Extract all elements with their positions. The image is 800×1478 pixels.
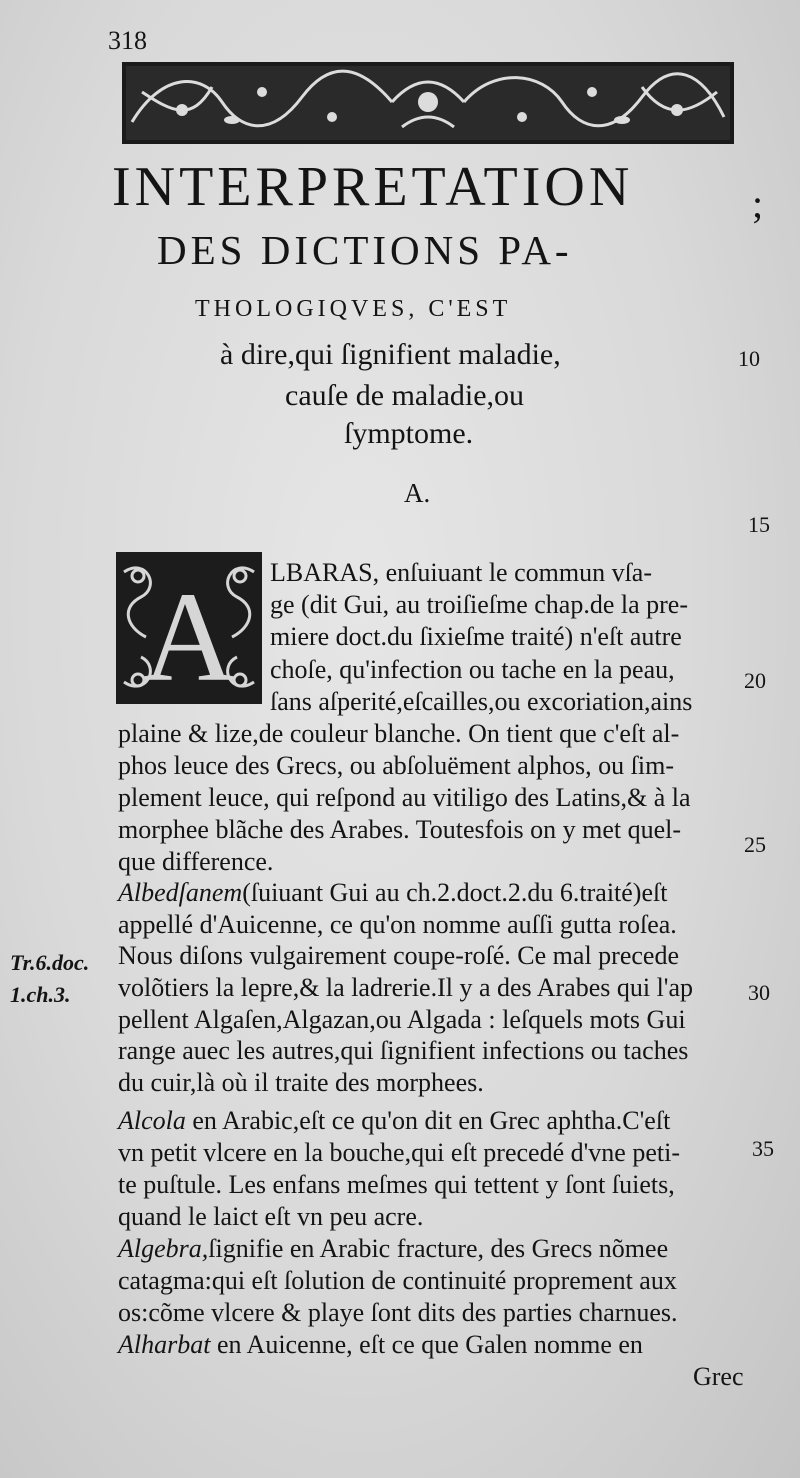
page-number: 318 — [108, 26, 147, 55]
line-text: Nous diſons vulgairement coupe-roſé. Ce mal precede — [118, 941, 679, 970]
line-text: en Arabic,eſt ce qu'on dit en Grec aphtha.C'eſt — [185, 1106, 671, 1135]
line-text: os:cõme vlcere & playe ſont dits des parties charnues. — [118, 1298, 678, 1327]
text-line — [118, 721, 800, 747]
text-line — [118, 1070, 800, 1096]
line-text: ſignifie en Arabic fracture, des Grecs nõmee — [208, 1234, 669, 1263]
line-text: plaine & lize,de couleur blanche. On tient que c'eſt al- — [118, 719, 680, 748]
line-text: volõtiers la lepre,& la ladrerie.Il y a des Arabes qui l'ap — [118, 973, 694, 1002]
text-line — [693, 1364, 800, 1390]
line-text: en Auicenne, eſt ce que Galen nomme en — [210, 1330, 643, 1359]
line-text: Grec — [693, 1362, 744, 1391]
ornamental-headpiece — [122, 62, 734, 144]
lemma-term: Algebra, — [118, 1234, 209, 1263]
decorated-initial-letter — [116, 552, 262, 704]
subtitle-line-4: cauſe de maladie,ou — [285, 379, 525, 412]
line-text: du cuir,là où il traite des morphees. — [118, 1068, 484, 1097]
text-line — [270, 624, 800, 650]
line-text: pellent Algaſen,Algazan,ou Algada : leſquels mots Gui — [118, 1005, 686, 1034]
svg-text:A: A — [142, 566, 236, 704]
text-line — [118, 1038, 800, 1064]
line-text: que difference. — [118, 847, 274, 876]
line-text: range auec les autres,qui ſignifient infections ou taches — [118, 1036, 689, 1065]
text-line — [118, 753, 800, 779]
page-title: INTERPRETATION — [112, 156, 634, 218]
text-line — [118, 975, 800, 1001]
text-line — [118, 1108, 800, 1134]
subtitle-line-2: THOLOGIQVES, C'EST — [195, 296, 512, 322]
text-line — [118, 1332, 800, 1358]
line-text: ſans aſperité,eſcailles,ou excoriation,ains — [270, 687, 693, 716]
margin-line-number: 25 — [744, 832, 766, 857]
text-line — [118, 880, 800, 906]
margin-line-number: 30 — [748, 980, 770, 1005]
lemma-term: Alcola — [118, 1106, 186, 1135]
line-text: quand le laict eſt vn peu acre. — [118, 1202, 424, 1231]
text-line — [118, 785, 800, 811]
text-line — [118, 849, 800, 875]
text-line — [118, 1172, 800, 1198]
margin-line-number: 15 — [748, 512, 770, 537]
margin-reference-line-2: 1.ch.3. — [10, 982, 71, 1007]
section-letter: A. — [404, 478, 431, 508]
line-text: appellé d'Auicenne, ce qu'on nomme auſſi gutta roſea. — [118, 910, 677, 939]
line-text: catagma:qui eſt ſolution de continuité proprement aux — [118, 1266, 677, 1295]
lemma-term: Alharbat — [118, 1330, 211, 1359]
subtitle-line-1: DES DICTIONS PA- — [157, 227, 573, 273]
line-text: vn petit vlcere en la bouche,qui eſt precedé d'vne peti- — [118, 1138, 680, 1167]
line-text: te puſtule. Les enfans meſmes qui tettent y ſont ſuiets, — [118, 1170, 675, 1199]
text-line — [118, 1268, 800, 1294]
margin-line-number: 10 — [738, 346, 760, 371]
line-text: (ſuiuant Gui au ch.2.doct.2.du 6.traité)eſt — [242, 878, 668, 907]
text-line — [118, 1204, 800, 1230]
text-line — [118, 1300, 800, 1326]
text-line — [118, 943, 800, 969]
text-line — [118, 1007, 800, 1033]
line-text: plement leuce, qui reſpond au vitiligo des Latins,& à la — [118, 783, 691, 812]
line-text: phos leuce des Grecs, ou abſoluëment alphos, ou ſim- — [118, 751, 674, 780]
margin-line-number: 35 — [752, 1136, 774, 1161]
lemma-term: Albedſanem — [118, 878, 243, 907]
text-line — [270, 657, 800, 683]
text-line — [270, 560, 800, 586]
subtitle-line-5: ſymptome. — [344, 417, 474, 450]
text-line — [118, 1236, 800, 1262]
text-line — [118, 817, 800, 843]
margin-line-number: 20 — [744, 668, 766, 693]
margin-reference-line-1: Tr.6.doc. — [10, 950, 90, 975]
text-line — [270, 592, 800, 618]
line-text: LBARAS, enſuiuant le commun vſa- — [270, 558, 653, 587]
text-line — [118, 912, 800, 938]
text-line — [118, 1140, 800, 1166]
line-text: ge (dit Gui, au troiſieſme chap.de la pre- — [270, 590, 689, 619]
title-mark: ; — [752, 181, 764, 226]
line-text: miere doct.du ſixieſme traité) n'eſt autre — [270, 622, 682, 651]
line-text: morphee blãche des Arabes. Toutesfois on y met quel- — [118, 815, 682, 844]
text-line — [270, 689, 800, 715]
subtitle-line-3: à dire,qui ſignifient maladie, — [220, 338, 561, 371]
line-text: choſe, qu'infection ou tache en la peau, — [270, 655, 675, 684]
